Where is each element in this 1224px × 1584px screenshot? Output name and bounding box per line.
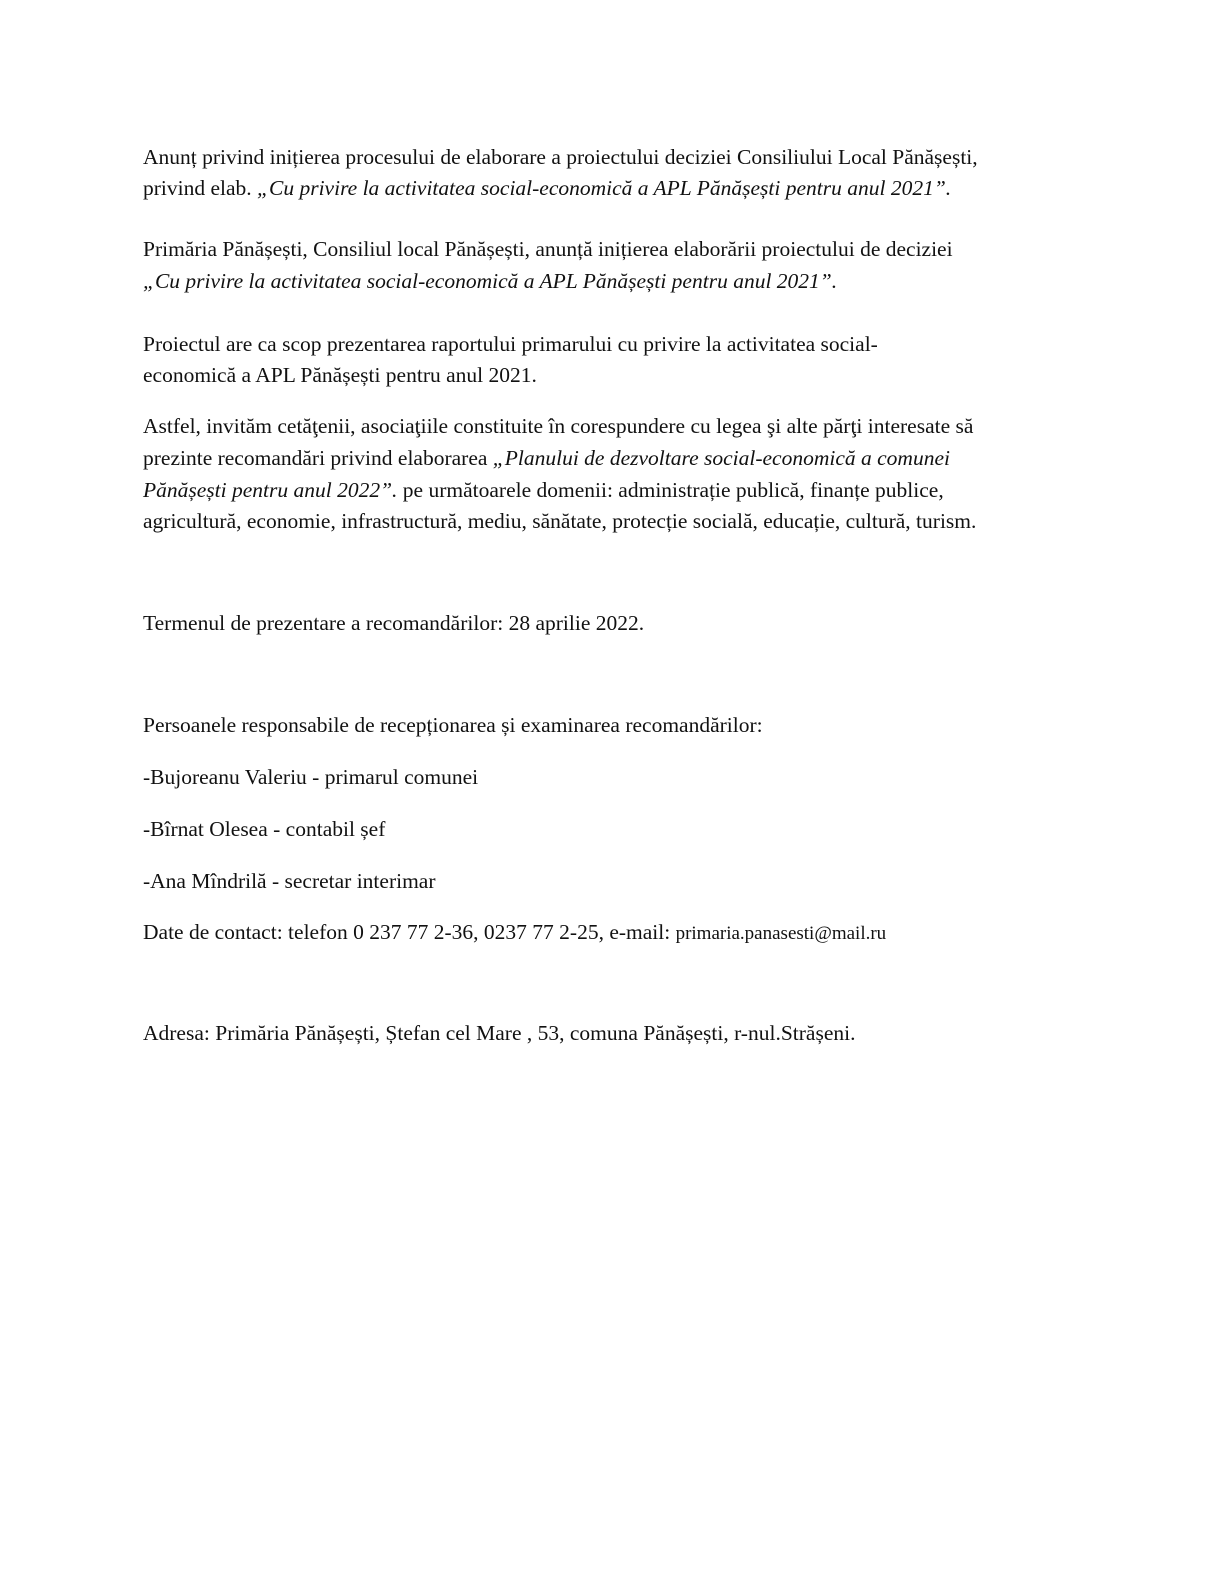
responsible-heading-line <box>143 715 763 737</box>
person-name-mayor: -Bujoreanu Valeriu - primarul comunei <box>143 765 479 789</box>
decision-title-italic-2: „Cu privire la activitatea social-economică a APL Pănășești pentru anul 2021”. <box>143 269 838 293</box>
deadline-text: Termenul de prezentare a recomandărilor: 28 aprilie 2022. <box>143 611 645 635</box>
domains-text-2: agricultură, economie, infrastructură, mediu, sănătate, protecție socială, educație, cultură, turism. <box>143 509 977 533</box>
decision-title-italic: „Cu privire la activitatea social-economică a APL Pănășești pentru anul 2021”. <box>257 176 952 200</box>
invitation-paragraph-text-2: prezinte recomandări privind elaborarea <box>143 446 493 470</box>
purpose-paragraph-text-2: economică a APL Pănășești pentru anul 2021. <box>143 363 537 387</box>
person-name-secretary: -Ana Mîndrilă - secretar interimar <box>143 869 436 893</box>
initiation-paragraph-text: Primăria Pănășești, Consiliul local Pănășești, anunță inițierea elaborării proiectului de deciziei <box>143 237 953 261</box>
announcement-title-text: Anunț privind inițierea procesului de elaborare a proiectului deciziei Consiliului Local Pănășești, <box>143 145 978 169</box>
contact-label: Date de contact: telefon 0 237 77 2-36, 0237 77 2-25, e-mail: <box>143 920 676 944</box>
invitation-paragraph-line-2 <box>143 448 950 470</box>
responsible-person-1 <box>143 767 478 789</box>
address-text: Adresa: Primăria Pănășești, Ștefan cel Mare , 53, comuna Pănășești, r-nul.Strășeni. <box>143 1021 856 1045</box>
plan-title-italic: „Planului de dezvoltare social-economică a comunei <box>492 446 950 470</box>
announcement-title-prefix: privind elab. <box>143 176 258 200</box>
address-line <box>143 1023 855 1045</box>
invitation-paragraph-line-1 <box>143 416 973 438</box>
invitation-paragraph-text-1: Astfel, invităm cetăţenii, asociaţiile constituite în corespundere cu legea şi alte părţi interesate să <box>143 414 974 438</box>
purpose-paragraph-line-1 <box>143 334 878 356</box>
invitation-paragraph-line-4 <box>143 511 976 533</box>
announcement-title-line-1 <box>143 147 978 169</box>
contact-line <box>143 922 886 944</box>
initiation-paragraph-line-2 <box>143 271 837 293</box>
purpose-paragraph-text-1: Proiectul are ca scop prezentarea raportului primarului cu privire la activitatea social- <box>143 332 878 356</box>
responsible-person-2 <box>143 819 385 841</box>
initiation-paragraph-line-1 <box>143 239 953 261</box>
announcement-title-line-2 <box>143 178 951 200</box>
invitation-paragraph-line-3 <box>143 480 944 502</box>
purpose-paragraph-line-2 <box>143 365 537 387</box>
contact-email: primaria.panasesti@mail.ru <box>675 923 887 944</box>
plan-title-italic-end: Pănășești pentru anul 2022”. <box>143 478 398 502</box>
domains-text-1: pe următoarele domenii: administrație publică, finanțe publice, <box>397 478 944 502</box>
responsible-person-3 <box>143 871 436 893</box>
person-name-accountant: -Bîrnat Olesea - contabil șef <box>143 817 386 841</box>
responsible-heading: Persoanele responsabile de recepționarea și examinarea recomandărilor: <box>143 713 763 737</box>
deadline-line <box>143 613 644 635</box>
